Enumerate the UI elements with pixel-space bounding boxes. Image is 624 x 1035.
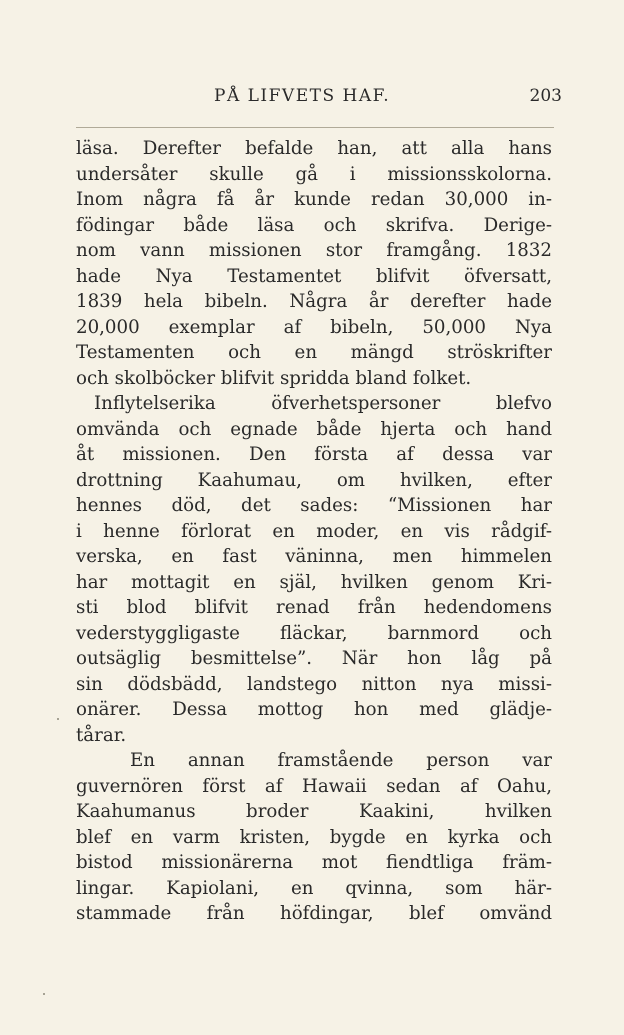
text-line: undersåter skulle gå i missionsskolorna. bbox=[76, 163, 552, 185]
text-line: Inflytelserika öfverhetspersoner blefvo bbox=[94, 393, 552, 414]
text-line: guvernören först af Hawaii sedan af Oahu, bbox=[76, 775, 552, 797]
header-rule bbox=[76, 127, 554, 128]
text-line: Testamenten och en mängd ströskrifter bbox=[76, 342, 552, 363]
text-line: läsa. Derefter befalde han, att alla hans bbox=[76, 138, 552, 159]
paper-speck bbox=[57, 718, 59, 720]
text-line: hade Nya Testamentet blifvit öfversatt, bbox=[76, 265, 552, 287]
text-line: drottning Kaahumau, om hvilken, efter bbox=[76, 469, 552, 491]
text-line: nom vann missionen stor framgång. 1832 bbox=[76, 240, 552, 261]
text-line: hennes död, det sades: “Missionen har bbox=[76, 495, 552, 516]
text-line: födingar både läsa och skrifva. Derige- bbox=[76, 214, 552, 236]
text-line: onärer. Dessa mottog hon med glädje- bbox=[76, 699, 552, 720]
text-line: i henne förlorat en moder, en vis rådgif- bbox=[76, 520, 552, 542]
text-line: bistod missionärerna mot fiendtliga främ- bbox=[76, 852, 552, 873]
paper-speck bbox=[43, 993, 45, 995]
text-line: Inom några få år kunde redan 30,000 in- bbox=[76, 189, 552, 210]
page-number: 203 bbox=[529, 86, 562, 106]
body-text bbox=[76, 136, 552, 927]
text-line: sti blod blifvit renad från hedendomens bbox=[76, 597, 552, 618]
text-line: sin dödsbädd, landstego nitton nya missi- bbox=[76, 673, 552, 695]
text-line: lingar. Kapiolani, en qvinna, som här- bbox=[76, 877, 552, 899]
text-line: har mottagit en själ, hvilken genom Kri- bbox=[76, 571, 552, 593]
text-line: outsäglig besmittelse”. När hon låg på bbox=[76, 648, 552, 669]
text-line: verska, en fast väninna, men himmelen bbox=[76, 546, 552, 567]
text-line: stammade från höfdingar, blef omvänd bbox=[76, 903, 552, 924]
text-line: En annan framstående person var bbox=[130, 750, 552, 771]
running-title: PÅ LIFVETS HAF. bbox=[214, 86, 391, 106]
text-line: åt missionen. Den första af dessa var bbox=[76, 444, 552, 465]
page-header bbox=[76, 86, 568, 112]
text-line: tårar. bbox=[76, 724, 127, 746]
text-line: omvända och egnade både hjerta och hand bbox=[76, 418, 552, 440]
text-line: Kaahumanus broder Kaakini, hvilken bbox=[76, 801, 552, 822]
text-line: och skolböcker blifvit spridda bland folket. bbox=[76, 367, 472, 389]
text-line: vederstyggligaste fläckar, barnmord och bbox=[76, 622, 552, 644]
text-line: blef en varm kristen, bygde en kyrka och bbox=[76, 826, 552, 848]
text-line: 20,000 exemplar af bibeln, 50,000 Nya bbox=[76, 316, 552, 338]
text-line: 1839 hela bibeln. Några år derefter hade bbox=[76, 291, 552, 312]
